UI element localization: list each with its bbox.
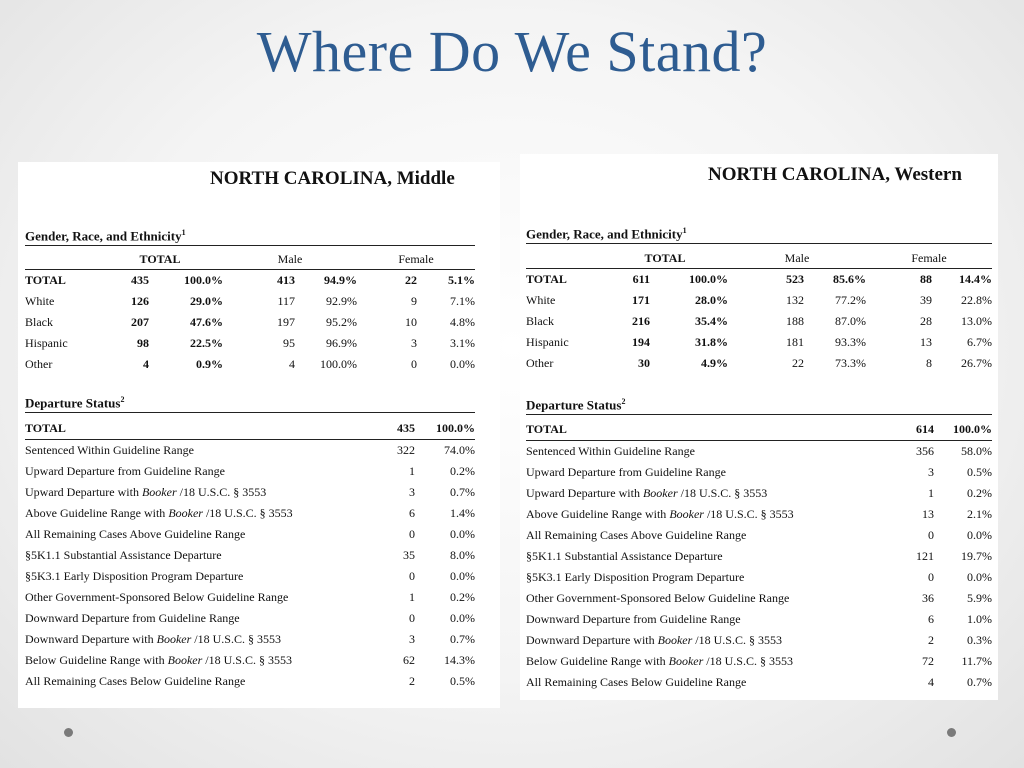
label-italic: Booker [668,654,704,668]
count: 72 [922,654,934,668]
female-percent: 13.0% [961,314,992,328]
female-count: 3 [411,336,417,350]
percent: 8.0% [450,548,475,562]
demographics-table [25,249,475,375]
table-row [25,650,475,671]
female-count: 8 [926,356,932,370]
label-italic: Booker [168,506,203,520]
percent: 0.0% [450,569,475,583]
row-label: Hispanic [25,336,68,350]
male-count: 523 [786,272,804,286]
table-row [526,462,992,483]
table-heading: NORTH CAROLINA, Middle [210,168,455,189]
demographics-section-title [526,226,992,244]
count: 62 [403,653,415,667]
label-text: Below Guideline Range with [526,654,669,668]
table-row [25,671,475,692]
slide-bullet-dot-left [64,728,73,737]
table-heading: NORTH CAROLINA, Western [708,164,962,185]
total-percent: 29.0% [190,294,223,308]
count: 1 [928,486,934,500]
label-text: Above Guideline Range with [25,506,169,520]
table-row [526,651,992,672]
percent: 1.4% [450,506,475,520]
table-row [25,440,475,462]
female-count: 10 [405,315,417,329]
header-total: TOTAL [602,248,728,269]
label-italic: Booker [657,633,693,647]
total-percent: 4.9% [701,356,728,370]
table-row [526,588,992,609]
demographics-title-text: Gender, Race, and Ethnicity [25,228,182,244]
count: 3 [409,485,415,499]
male-percent: 92.9% [326,294,357,308]
total-percent: 35.4% [695,314,728,328]
label-text: Upward Departure from Guideline Range [25,464,225,478]
departure-title-text: Departure Status [526,397,622,413]
female-percent: 0.0% [450,357,475,371]
label-text: Sentenced Within Guideline Range [25,443,194,457]
count: 6 [409,506,415,520]
row-label [526,504,874,525]
table-row [25,545,475,566]
female-percent: 3.1% [450,336,475,350]
table-row [25,270,475,292]
male-percent: 85.6% [833,272,866,286]
percent: 100.0% [415,418,475,440]
row-label [25,461,357,482]
label-italic: Booker [669,507,704,521]
row-label [526,651,874,672]
percent: 0.7% [967,675,992,689]
label-text: Above Guideline Range with [526,507,670,521]
table-row [25,608,475,629]
header-total: TOTAL [97,249,223,270]
male-percent: 95.2% [326,315,357,329]
total-count: 171 [632,293,650,307]
header-female: Female [866,248,992,269]
percent: 0.0% [450,611,475,625]
male-count: 132 [786,293,804,307]
percent: 1.0% [967,612,992,626]
row-label [526,588,874,609]
count: 1 [409,464,415,478]
total-percent: 100.0% [184,273,223,287]
label-italic: Booker [141,485,177,499]
table-row [25,312,475,333]
total-percent: 22.5% [190,336,223,350]
label-text: All Remaining Cases Below Guideline Range [526,675,747,689]
count: 0 [928,570,934,584]
label-suffix: /18 U.S.C. § 3553 [703,654,793,668]
footnote-marker: 1 [181,228,186,237]
female-percent: 7.1% [450,294,475,308]
label-text: Below Guideline Range with [25,653,168,667]
label-suffix: /18 U.S.C. § 3553 [677,486,768,500]
male-count: 181 [786,335,804,349]
count: 1 [409,590,415,604]
row-label [526,525,874,546]
table-row [526,546,992,567]
female-percent: 26.7% [961,356,992,370]
percent: 19.7% [961,549,992,563]
table-row [526,483,992,504]
header-male: Male [728,248,866,269]
table-row [25,333,475,354]
table-row [526,269,992,291]
count: 4 [928,675,934,689]
female-count: 0 [411,357,417,371]
percent: 0.7% [450,485,475,499]
row-label [25,608,357,629]
label-suffix: /18 U.S.C. § 3553 [191,632,281,646]
row-label [526,483,874,504]
label-suffix: /18 U.S.C. § 3553 [176,485,267,499]
demographics-header-row [25,249,475,270]
male-count: 197 [277,315,295,329]
table-panel-nc-western [520,154,998,700]
table-row [526,567,992,588]
total-count: 435 [131,273,149,287]
percent: 0.2% [450,464,475,478]
male-percent: 77.2% [835,293,866,307]
label-text: §5K1.1 Substantial Assistance Departure [526,549,723,563]
male-count: 22 [792,356,804,370]
table-row [25,503,475,524]
row-label: Black [526,314,554,328]
female-count: 9 [411,294,417,308]
table-row [526,311,992,332]
table-row [526,332,992,353]
table-row [526,672,992,693]
label-text: Downward Departure from Guideline Range [25,611,240,625]
count: 0 [928,528,934,542]
male-percent: 73.3% [835,356,866,370]
count: 0 [409,527,415,541]
table-panel-nc-middle [18,162,500,708]
percent: 2.1% [967,507,992,521]
male-count: 413 [277,273,295,287]
female-count: 39 [920,293,932,307]
percent: 100.0% [934,419,992,441]
departure-table [25,418,475,692]
row-label: TOTAL [25,418,357,440]
row-label [526,462,874,483]
count: 0 [409,611,415,625]
count: 322 [397,443,415,457]
male-percent: 94.9% [324,273,357,287]
total-count: 216 [632,314,650,328]
row-label: TOTAL [25,273,66,287]
header-female: Female [357,249,475,270]
table-row [25,354,475,375]
label-italic: Booker [167,653,203,667]
departure-total-row [25,418,475,440]
count: 2 [409,674,415,688]
label-text: Downward Departure with [25,632,157,646]
label-text: Downward Departure from Guideline Range [526,612,741,626]
table-row [526,441,992,463]
label-suffix: /18 U.S.C. § 3553 [692,633,782,647]
row-label: TOTAL [526,272,567,286]
row-label: White [25,294,55,308]
slide-title: Where Do We Stand? [256,19,768,84]
total-count: 194 [632,335,650,349]
percent: 5.9% [967,591,992,605]
count: 35 [403,548,415,562]
row-label [25,440,357,462]
demographics-table [526,248,992,374]
label-text: Upward Departure with [25,485,142,499]
male-count: 4 [289,357,295,371]
table-row [25,629,475,650]
percent: 0.0% [450,527,475,541]
label-suffix: /18 U.S.C. § 3553 [703,507,794,521]
male-percent: 87.0% [835,314,866,328]
label-text: §5K1.1 Substantial Assistance Departure [25,548,222,562]
header-spacer [25,249,97,270]
female-count: 22 [405,273,417,287]
percent: 14.3% [444,653,475,667]
row-label: Hispanic [526,335,569,349]
row-label: TOTAL [526,419,874,441]
percent: 74.0% [444,443,475,457]
male-percent: 93.3% [835,335,866,349]
table-row [526,609,992,630]
female-percent: 5.1% [448,273,475,287]
label-text: §5K3.1 Early Disposition Program Departure [526,570,745,584]
label-suffix: /18 U.S.C. § 3553 [202,653,292,667]
demographics-title-text: Gender, Race, and Ethnicity [526,226,683,242]
row-label: Black [25,315,53,329]
slide-bullet-dot-right [947,728,956,737]
percent: 0.7% [450,632,475,646]
total-count: 611 [632,272,650,286]
row-label [25,566,357,587]
label-text: All Remaining Cases Above Guideline Range [25,527,246,541]
female-percent: 4.8% [450,315,475,329]
row-label [25,503,357,524]
row-label [25,587,357,608]
total-percent: 100.0% [689,272,728,286]
total-count: 98 [137,336,149,350]
row-label [25,524,357,545]
female-percent: 22.8% [961,293,992,307]
demographics-section-title [25,228,475,246]
male-percent: 100.0% [320,357,357,371]
label-italic: Booker [156,632,192,646]
total-percent: 0.9% [196,357,223,371]
label-text: §5K3.1 Early Disposition Program Departure [25,569,244,583]
footnote-marker: 2 [120,395,125,404]
total-count: 207 [131,315,149,329]
percent: 0.5% [450,674,475,688]
total-count: 126 [131,294,149,308]
departure-total-row [526,419,992,441]
row-label [25,545,357,566]
male-percent: 96.9% [326,336,357,350]
count: 3 [409,632,415,646]
row-label: White [526,293,556,307]
row-label [526,672,874,693]
row-label [25,650,357,671]
percent: 11.7% [961,654,992,668]
label-suffix: /18 U.S.C. § 3553 [202,506,293,520]
label-text: Other Government-Sponsored Below Guideline Range [526,591,790,605]
total-percent: 28.0% [695,293,728,307]
table-row [526,290,992,311]
departure-section-title [25,395,475,413]
label-text: Upward Departure from Guideline Range [526,465,726,479]
total-count: 30 [638,356,650,370]
table-row [526,504,992,525]
count: 614 [874,419,934,441]
female-count: 28 [920,314,932,328]
percent: 0.2% [450,590,475,604]
row-label: Other [526,356,554,370]
label-italic: Booker [642,486,678,500]
row-label [526,546,874,567]
percent: 0.3% [967,633,992,647]
female-count: 13 [920,335,932,349]
row-label [25,482,357,503]
header-male: Male [223,249,357,270]
label-text: Downward Departure with [526,633,658,647]
count: 435 [357,418,415,440]
percent: 58.0% [961,444,992,458]
label-text: All Remaining Cases Above Guideline Range [526,528,747,542]
label-text: Upward Departure with [526,486,643,500]
percent: 0.2% [967,486,992,500]
count: 6 [928,612,934,626]
row-label [526,567,874,588]
percent: 0.5% [967,465,992,479]
footnote-marker: 2 [621,397,626,406]
label-text: Sentenced Within Guideline Range [526,444,695,458]
row-label [526,441,874,463]
demographics-header-row [526,248,992,269]
table-row [25,524,475,545]
row-label: Other [25,357,53,371]
departure-table [526,419,992,693]
table-row [25,461,475,482]
count: 36 [922,591,934,605]
female-percent: 6.7% [967,335,992,349]
percent: 0.0% [967,570,992,584]
row-label [25,671,357,692]
row-label [25,629,357,650]
departure-section-title [526,397,992,415]
table-row [526,630,992,651]
female-count: 88 [920,272,932,286]
table-row [25,291,475,312]
row-label [526,609,874,630]
percent: 0.0% [967,528,992,542]
footnote-marker: 1 [682,226,687,235]
label-text: All Remaining Cases Below Guideline Range [25,674,246,688]
male-count: 117 [277,294,295,308]
table-row [25,566,475,587]
count: 121 [916,549,934,563]
table-row [526,525,992,546]
count: 0 [409,569,415,583]
label-text: Other Government-Sponsored Below Guideline Range [25,590,289,604]
table-row [25,587,475,608]
female-percent: 14.4% [959,272,992,286]
count: 13 [922,507,934,521]
total-percent: 31.8% [695,335,728,349]
total-count: 4 [143,357,149,371]
table-row [25,482,475,503]
count: 2 [928,633,934,647]
count: 356 [916,444,934,458]
male-count: 95 [283,336,295,350]
header-spacer [526,248,602,269]
total-percent: 47.6% [190,315,223,329]
count: 3 [928,465,934,479]
table-row [526,353,992,374]
row-label [526,630,874,651]
departure-title-text: Departure Status [25,395,121,411]
male-count: 188 [786,314,804,328]
